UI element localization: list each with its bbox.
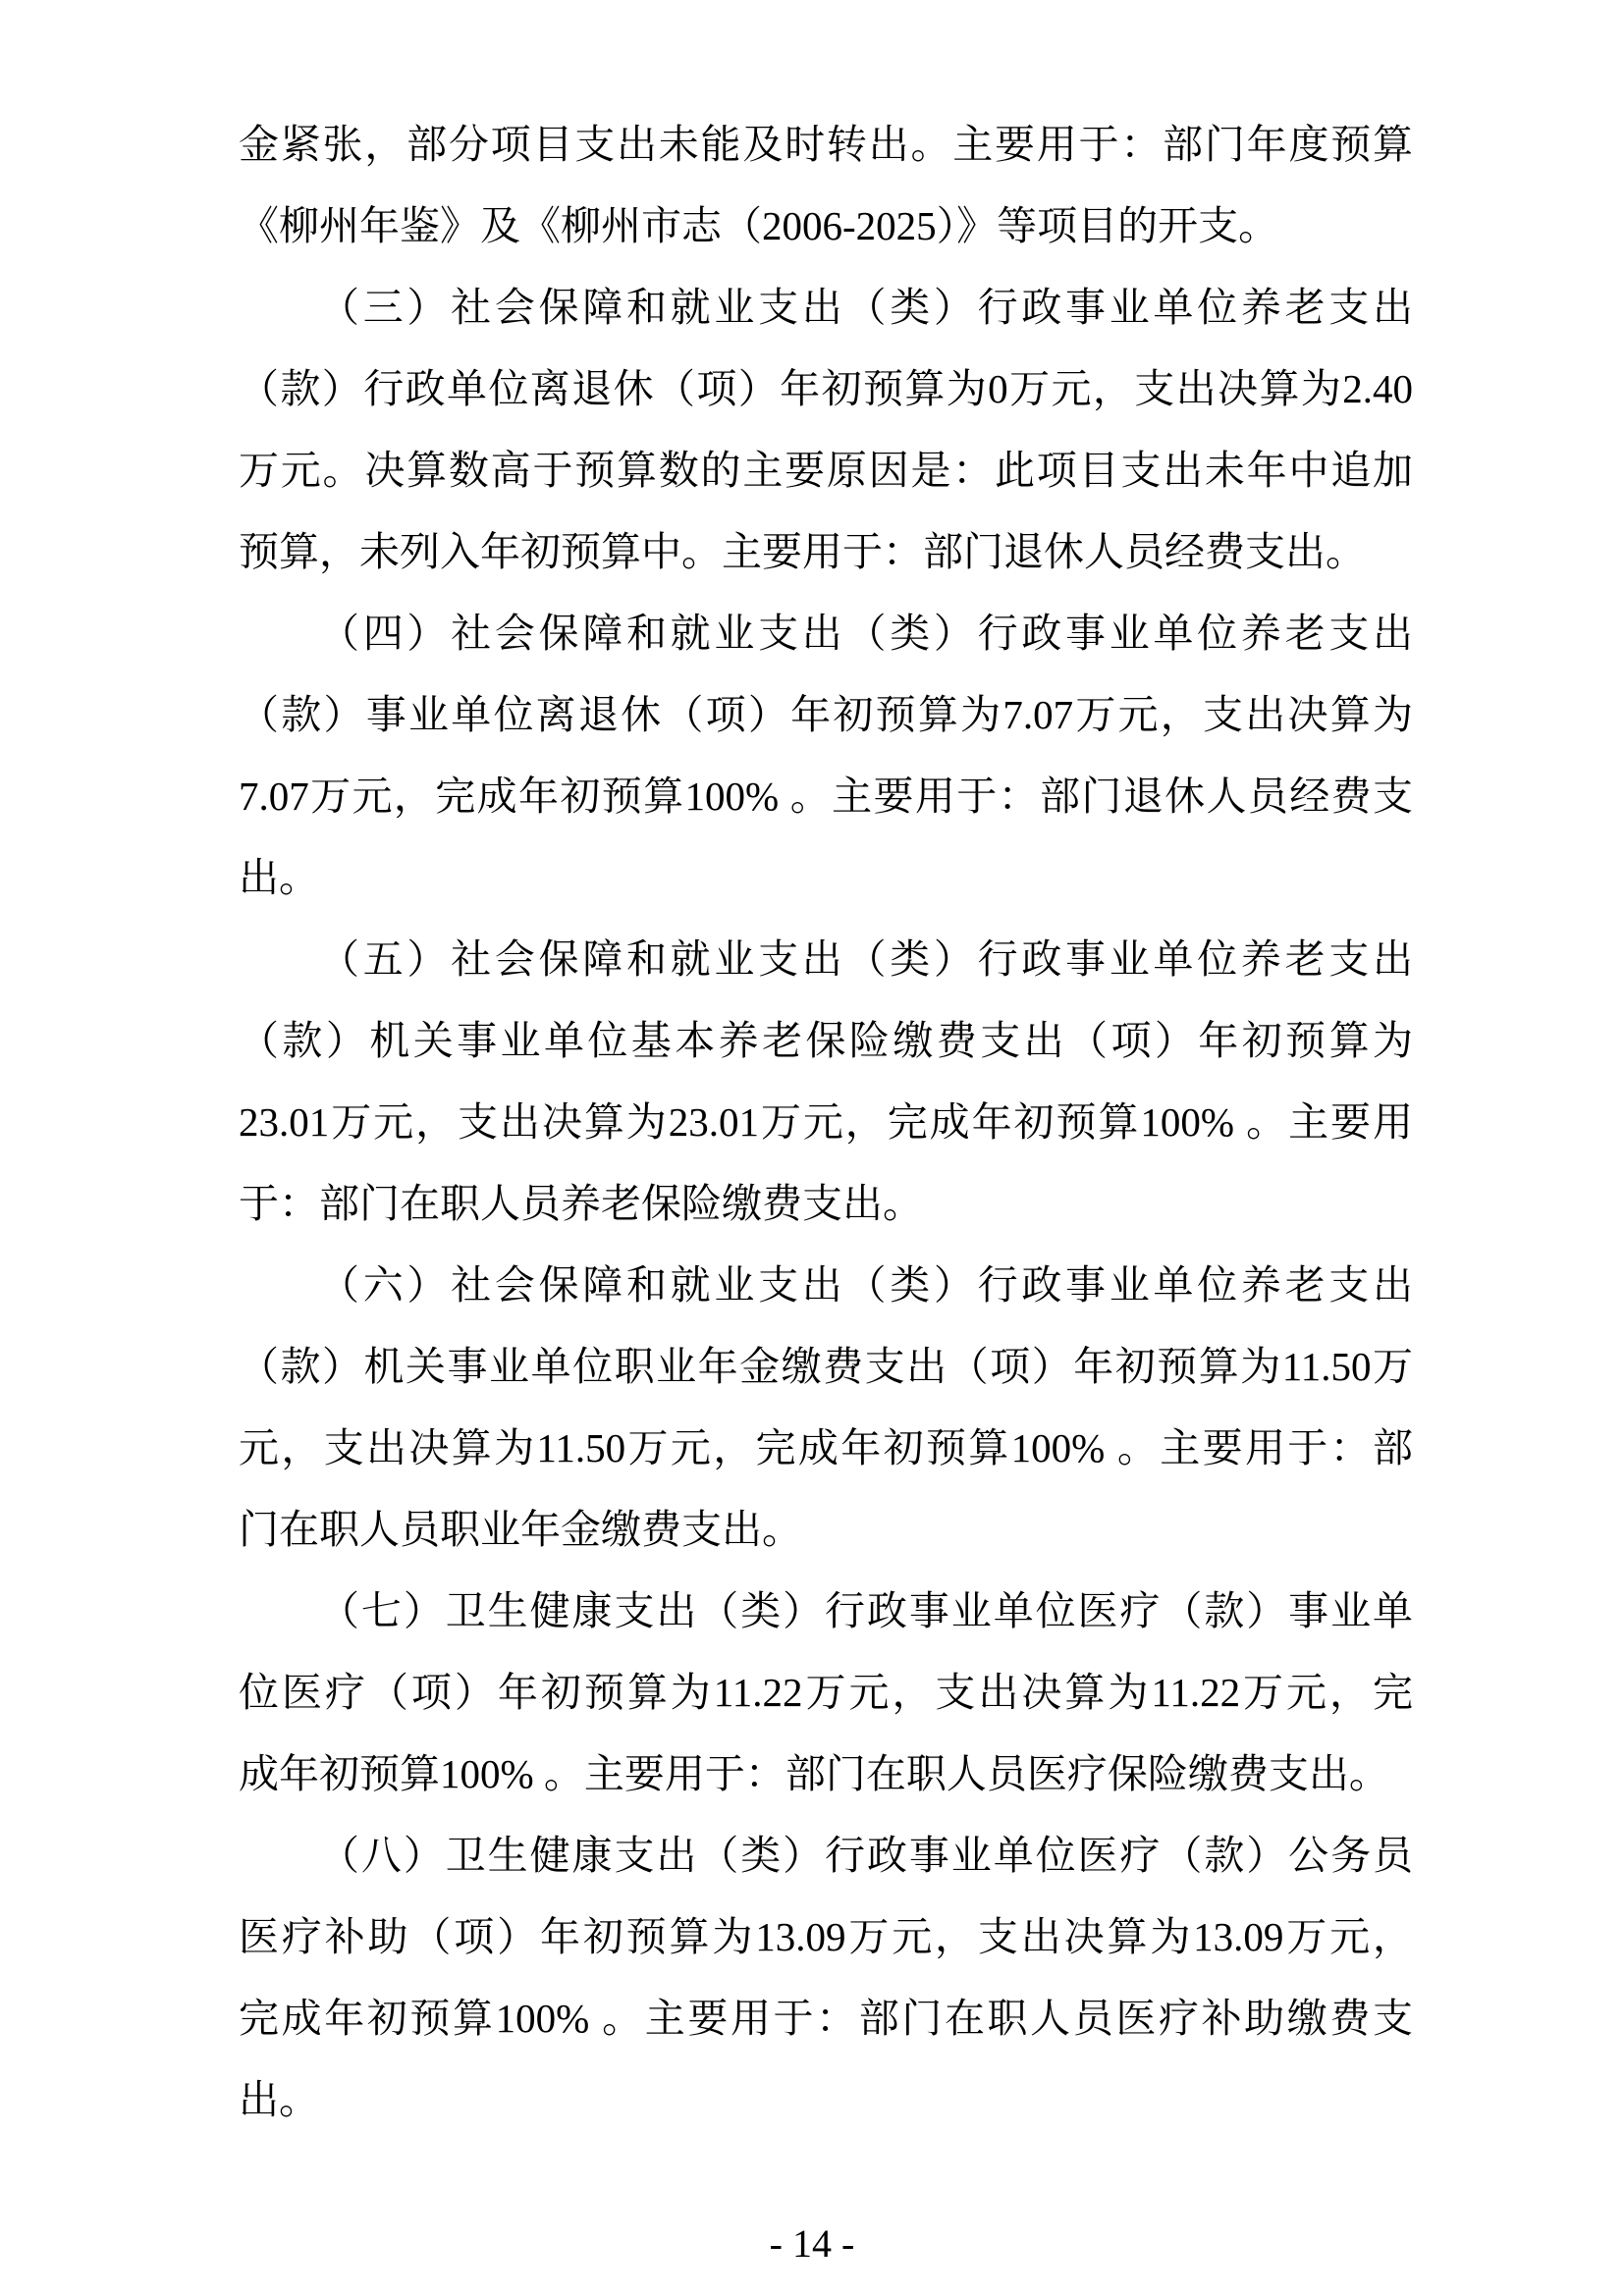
- text-line: 成年初预算100% 。主要用于：部门在职人员医疗保险缴费支出。: [239, 1751, 1389, 1796]
- text-line: （款）事业单位离退休（项）年初预算为7.07万元，支出决算为: [239, 692, 1413, 737]
- text-line: 元，支出决算为11.50万元，完成年初预算100% 。主要用于：部: [239, 1425, 1413, 1470]
- text-line: 门在职人员职业年金缴费支出。: [239, 1507, 802, 1552]
- text-line: 23.01万元，支出决算为23.01万元，完成年初预算100% 。主要用: [239, 1099, 1413, 1145]
- text-line: （款）机关事业单位基本养老保险缴费支出（项）年初预算为: [239, 1018, 1413, 1063]
- text-line: （三）社会保障和就业支出（类）行政事业单位养老支出: [319, 285, 1413, 330]
- text-line: （八）卫生健康支出（类）行政事业单位医疗（款）公务员: [319, 1833, 1413, 1878]
- text-line: 万元。决算数高于预算数的主要原因是：此项目支出未年中追加: [239, 448, 1413, 493]
- text-line: （四）社会保障和就业支出（类）行政事业单位养老支出: [319, 611, 1413, 656]
- text-line: 完成年初预算100% 。主要用于：部门在职人员医疗补助缴费支: [239, 1996, 1413, 2041]
- text-line: （六）社会保障和就业支出（类）行政事业单位养老支出: [319, 1262, 1413, 1308]
- text-line: （七）卫生健康支出（类）行政事业单位医疗（款）事业单: [319, 1588, 1413, 1633]
- text-line: 于：部门在职人员养老保险缴费支出。: [239, 1181, 923, 1226]
- text-line: 位医疗（项）年初预算为11.22万元，支出决算为11.22万元，完: [239, 1670, 1413, 1715]
- text-line: 《柳州年鉴》及《柳州市志（2006-2025）》等项目的开支。: [239, 203, 1279, 248]
- text-line: 出。: [239, 855, 319, 900]
- document-text-block: [239, 104, 1413, 2141]
- text-line: 预算，未列入年初预算中。主要用于：部门退休人员经费支出。: [239, 529, 1366, 574]
- text-line: 出。: [239, 2077, 319, 2122]
- text-line: 医疗补助（项）年初预算为13.09万元，支出决算为13.09万元，: [239, 1914, 1413, 1959]
- text-line: （款）行政单位离退休（项）年初预算为0万元，支出决算为2.40: [239, 366, 1413, 411]
- text-line: 7.07万元，完成年初预算100% 。主要用于：部门退休人员经费支: [239, 774, 1413, 819]
- page-number: - 14 -: [769, 2221, 855, 2266]
- text-line: （五）社会保障和就业支出（类）行政事业单位养老支出: [319, 936, 1413, 982]
- text-line: 金紧张，部分项目支出未能及时转出。主要用于：部门年度预算: [239, 122, 1413, 167]
- text-line: （款）机关事业单位职业年金缴费支出（项）年初预算为11.50万: [239, 1344, 1413, 1389]
